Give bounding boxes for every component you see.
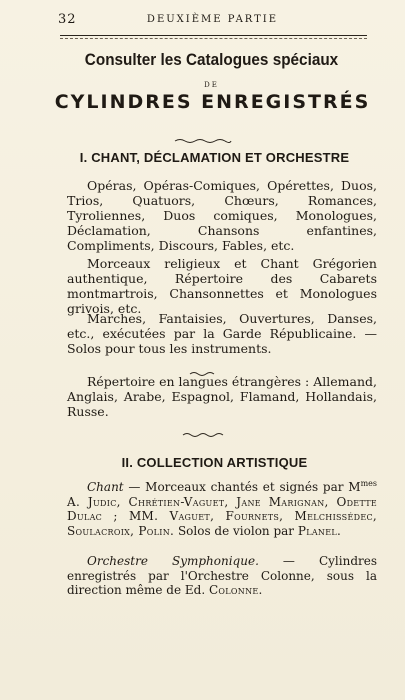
conductor-name: Colonne <box>208 583 259 598</box>
page-title: Consulter les Catalogues spéciaux <box>84 50 339 69</box>
orchestre-label: Orchestre Symphonique. <box>87 554 259 568</box>
chant-text: — Morceaux chantés et signés par M <box>123 480 361 494</box>
section-heading-chant: I. CHANT, DÉCLAMATION ET ORCHESTRE <box>79 150 350 165</box>
paragraph-genres: Opéras, Opéras-Comiques, Opérettes, Duos, Trios, Quatuors, Chœurs, Romances, Tyroliennes, Duos comiques, Monologues, Déclamation, Chansons enfantines, Compliments, Discours, Fables, etc. <box>67 178 377 254</box>
violinist-name: Planel <box>297 523 337 538</box>
title-connector: DE <box>204 81 219 89</box>
chant-violin-text: Solos de violon par <box>174 523 298 538</box>
section-heading-collection: II. COLLECTION ARTISTIQUE <box>121 455 308 470</box>
paragraph-orchestre <box>67 554 377 598</box>
chant-end: . <box>336 523 341 538</box>
running-title: DEUXIÈME PARTIE <box>146 14 279 25</box>
paragraph-marches: Marches, Fantaisies, Ouvertures, Danses, etc., exécutées par la Garde Républicaine. — Solos pour tous les instruments. <box>67 311 377 357</box>
page-number: 32 <box>58 12 77 27</box>
mmes-superscript: mes <box>360 479 377 488</box>
ornament-divider <box>0 129 405 135</box>
title-cylindres: CYLINDRES ENREGISTRÉS <box>54 91 371 113</box>
header-rule <box>60 35 367 36</box>
orchestre-text: — Cylindres enregistrés par l'Orchestre Colonne, sous la direction même de Ed. <box>67 554 377 598</box>
orchestre-end: . <box>258 583 263 598</box>
running-head <box>58 12 367 30</box>
paragraph-chant <box>67 477 377 538</box>
paragraph-langues: Répertoire en langues étrangères : Allemand, Anglais, Arabe, Espagnol, Flamand, Hollandais, Russe. <box>67 374 377 420</box>
chant-label: Chant <box>87 480 124 494</box>
paragraph-religieux: Morceaux religieux et Chant Grégorien authentique, Répertoire des Cabarets montmartrois, Chansonnettes et Monologues grivois, etc. <box>67 256 377 317</box>
ornament-divider-small <box>0 362 405 368</box>
chant-singers: A. Judic, Chrétien-Vaguet, Jane Marignan, Odette Dulac ; MM. Vaguet, Fournets, Melchissédec, Soulacroix, Polin. <box>67 494 377 538</box>
ornament-divider-2 <box>0 423 405 429</box>
